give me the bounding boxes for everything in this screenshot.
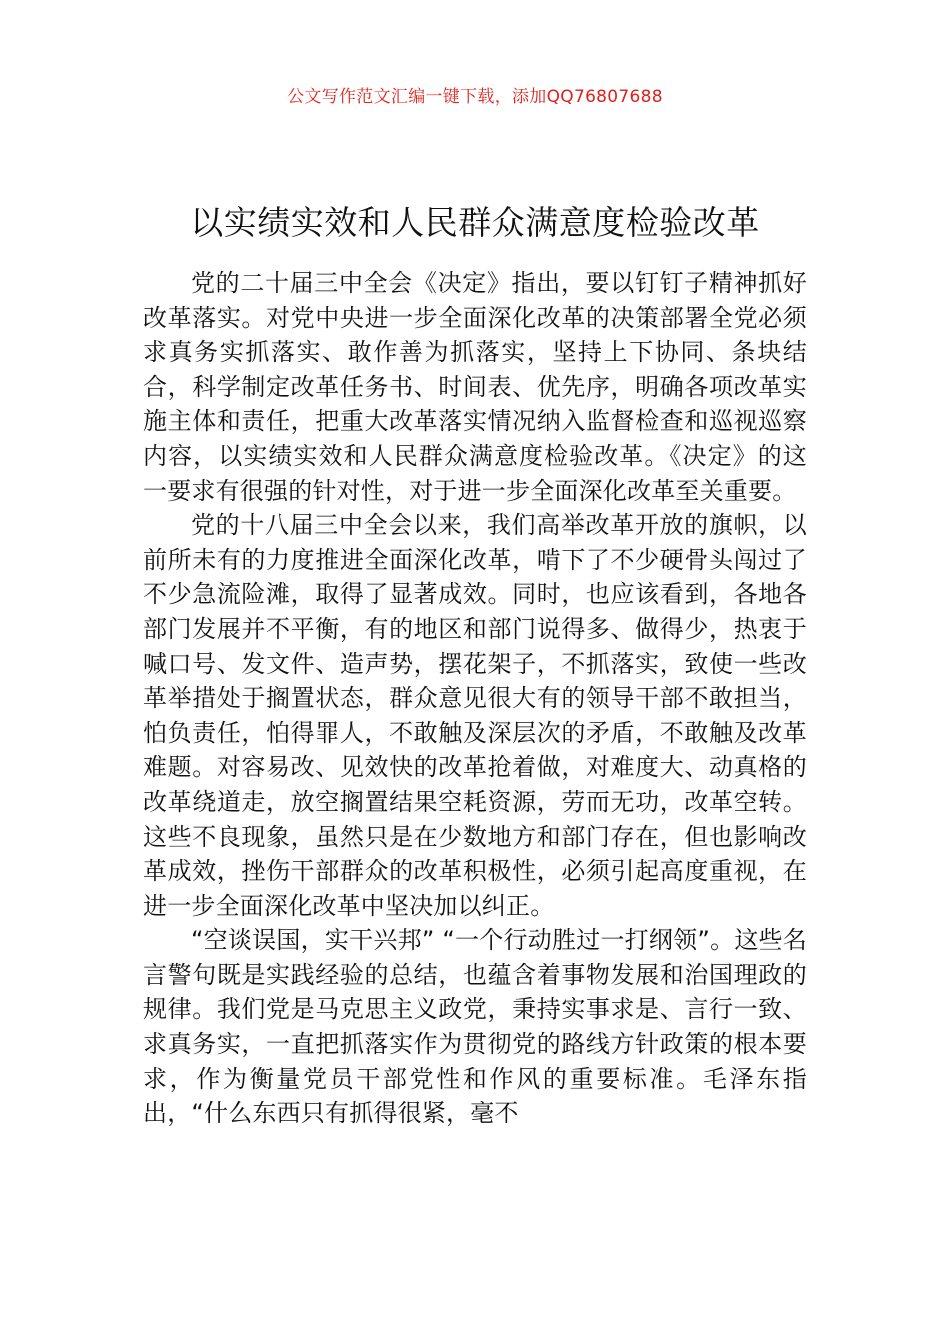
paragraph-3: “空谈误国，实干兴邦” “一个行动胜过一打纲领”。这些名言警句既是实践经验的总结，也蕴含着事物发展和治国理政的规律。我们党是马克思主义政党，秉持实事求是、言行一致、求真务实，一直把抓落实作为贯彻党的路线方针政策的根本要求，作为衡量党员干部党性和作风的重要标准。毛泽东指出，“什么东西只有抓得很紧，毫不 [143,926,807,1128]
document-body [143,266,807,1131]
document-title: 以实绩实效和人民群众满意度检验改革 [190,203,760,243]
download-banner[interactable]: 公文写作范文汇编一键下载，添加QQ76807688 [287,87,663,107]
paragraph-1: 党的二十届三中全会《决定》指出，要以钉钉子精神抓好改革落实。对党中央进一步全面深化改革的决策部署全党必须求真务实抓落实、敢作善为抓落实，坚持上下协同、条块结合，科学制定改革任务书、时间表、优先序，明确各项改革实施主体和责任，把重大改革落实情况纳入监督检查和巡视巡察内容，以实绩实效和人民群众满意度检验改革。《决定》的这一要求有很强的针对性，对于进一步全面深化改革至关重要。 [143,269,807,505]
paragraph-2: 党的十八届三中全会以来，我们高举改革开放的旗帜，以前所未有的力度推进全面深化改革，啃下了不少硬骨头闯过了不少急流险滩，取得了显著成效。同时，也应该看到，各地各部门发展并不平衡，有的地区和部门说得多、做得少，热衷于喊口号、发文件、造声势，摆花架子，不抓落实，致使一些改革举措处于搁置状态，群众意见很大有的领导干部不敢担当，怕负责任，怕得罪人，不敢触及深层次的矛盾，不敢触及改革难题。对容易改、见效快的改革抢着做，对难度大、动真格的改革绕道走，放空搁置结果空耗资源，劳而无功，改革空转。这些不良现象，虽然只是在少数地方和部门存在，但也影响改革成效，挫伤干部群众的改革积极性，必须引起高度重视，在进一步全面深化改革中坚决加以纠正。 [143,511,807,920]
